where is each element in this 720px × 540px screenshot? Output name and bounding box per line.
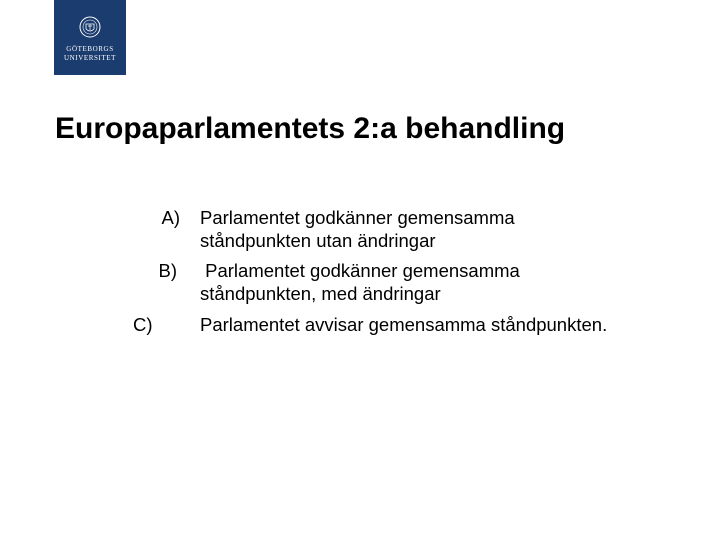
item-text-b <box>200 259 520 305</box>
item-a-line1: Parlamentet godkänner gemensamma <box>200 207 515 228</box>
logo-text-line1: GÖTEBORGS <box>66 45 114 53</box>
university-seal-icon <box>79 15 101 39</box>
item-b-line1: Parlamentet godkänner gemensamma <box>200 260 520 281</box>
slide-title: Europaparlamentets 2:a behandling <box>55 112 566 145</box>
item-marker-b: B) <box>158 260 177 281</box>
item-c-line1: Parlamentet avvisar gemensamma ståndpunkten. <box>200 314 608 335</box>
item-text-a <box>200 206 515 252</box>
item-marker-a: A) <box>161 207 180 228</box>
university-logo <box>54 0 126 75</box>
item-b-line2: ståndpunkten, med ändringar <box>200 283 441 304</box>
item-marker-c: C) <box>133 314 153 335</box>
item-text-c <box>200 313 607 336</box>
item-a-line2: ståndpunkten utan ändringar <box>200 230 436 251</box>
logo-text-line2: UNIVERSITET <box>63 54 117 62</box>
